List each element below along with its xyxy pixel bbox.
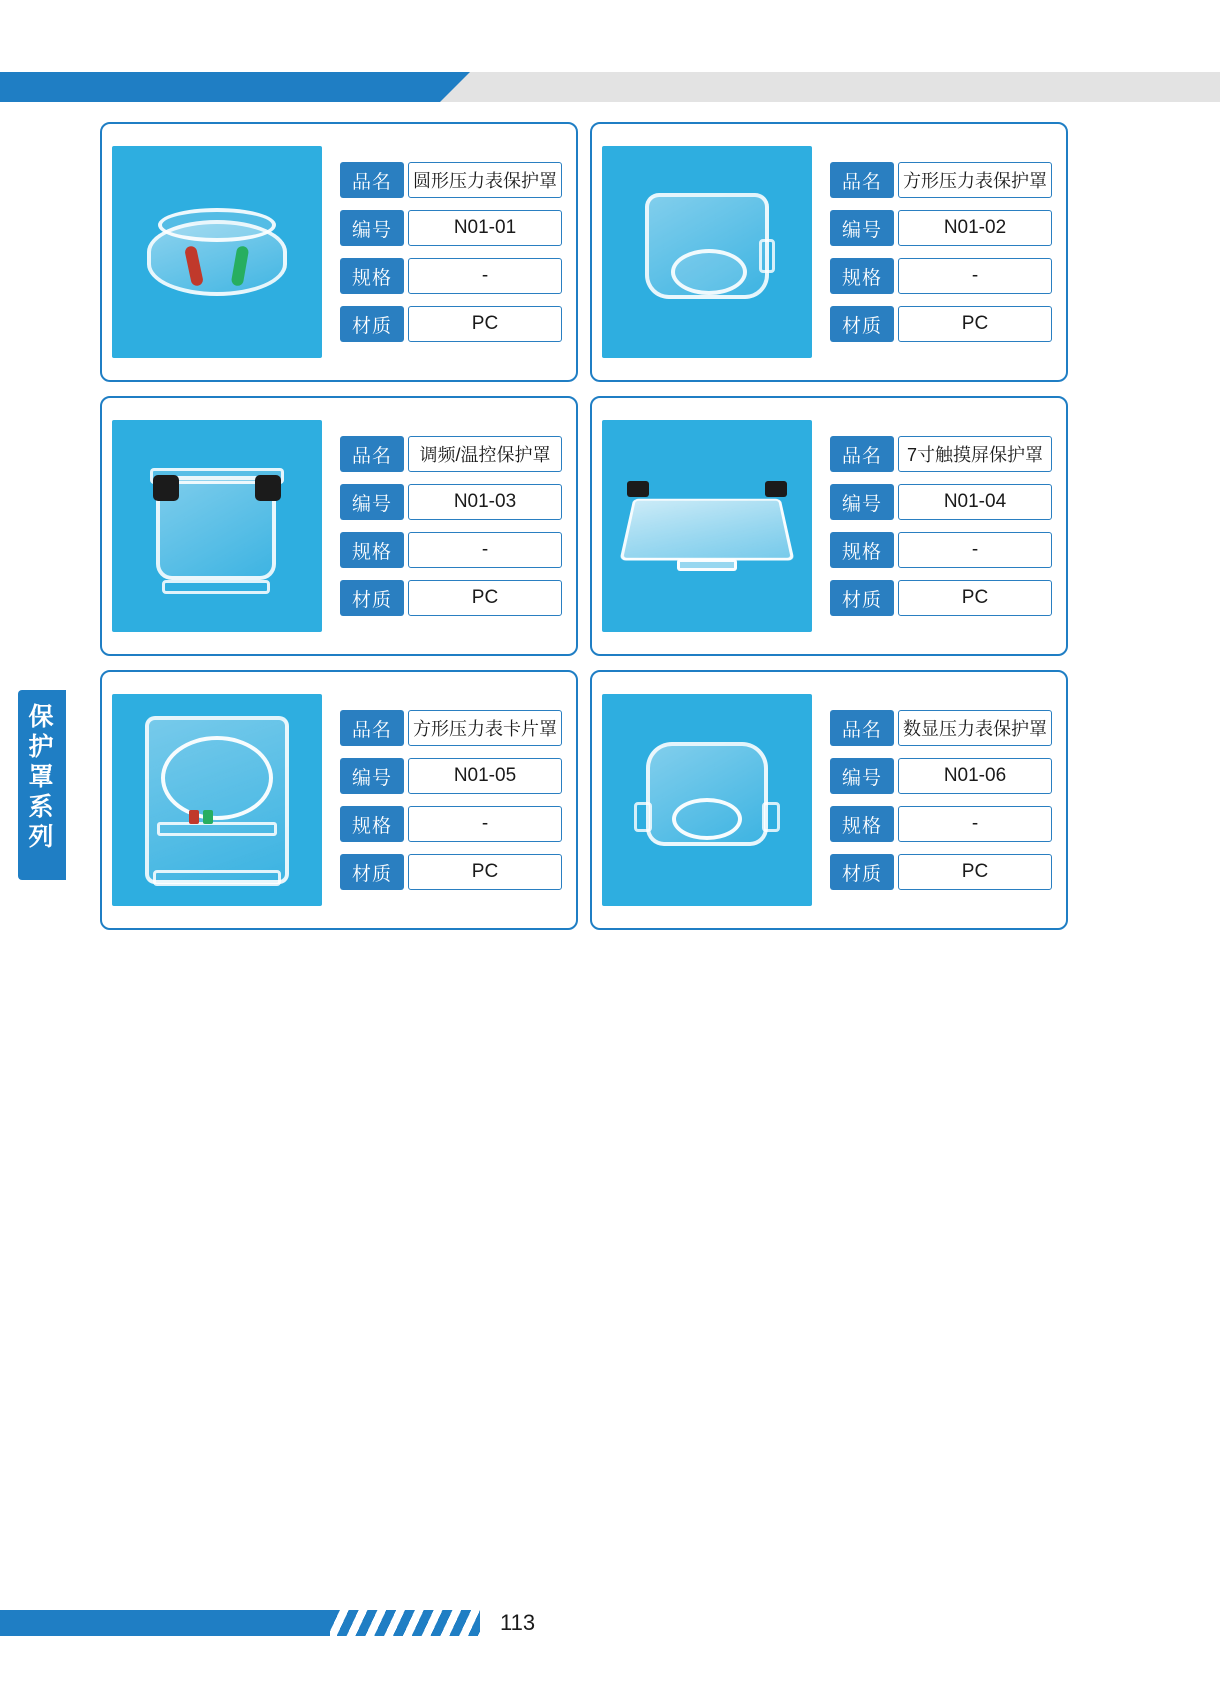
spec-key-code: 编号 xyxy=(830,210,894,246)
spec-row-name xyxy=(340,162,562,198)
spec-value-code: N01-01 xyxy=(408,210,562,246)
spec-row-code xyxy=(340,758,562,794)
spec-key-material: 材质 xyxy=(340,854,404,890)
series-side-tab-label: 保护罩系列 xyxy=(28,703,56,851)
spec-value-code: N01-03 xyxy=(408,484,562,520)
spec-key-material: 材质 xyxy=(340,306,404,342)
product-illustration xyxy=(632,736,782,864)
product-spec-table xyxy=(322,162,566,342)
spec-row-code xyxy=(340,210,562,246)
footer-blue-bar xyxy=(0,1610,340,1636)
spec-key-name: 品名 xyxy=(340,162,404,198)
spec-value-material: PC xyxy=(898,580,1052,616)
digital-gauge-cover-photo xyxy=(602,694,812,906)
spec-row-material xyxy=(830,580,1052,616)
spec-row-name xyxy=(340,436,562,472)
product-row xyxy=(100,670,1120,930)
page-number: 113 xyxy=(500,1610,536,1635)
spec-key-name: 品名 xyxy=(830,710,894,746)
spec-value-name: 圆形压力表保护罩 xyxy=(408,162,562,198)
spec-row-code xyxy=(340,484,562,520)
spec-key-spec: 规格 xyxy=(340,806,404,842)
spec-value-material: PC xyxy=(898,306,1052,342)
spec-value-material: PC xyxy=(408,306,562,342)
spec-row-material xyxy=(340,854,562,890)
touchscreen-cover-photo xyxy=(602,420,812,632)
round-gauge-cover-photo xyxy=(112,146,322,358)
square-gauge-cover-photo xyxy=(602,146,812,358)
spec-value-code: N01-04 xyxy=(898,484,1052,520)
product-card[interactable] xyxy=(590,122,1068,382)
spec-row-name xyxy=(830,162,1052,198)
spec-value-name: 方形压力表保护罩 xyxy=(898,162,1052,198)
page-footer xyxy=(0,1610,1220,1636)
spec-value-spec: - xyxy=(408,806,562,842)
product-illustration xyxy=(142,202,292,302)
product-spec-table xyxy=(812,710,1056,890)
spec-key-name: 品名 xyxy=(830,162,894,198)
spec-row-name xyxy=(830,436,1052,472)
spec-value-spec: - xyxy=(898,258,1052,294)
product-illustration xyxy=(142,456,292,596)
spec-row-material xyxy=(830,854,1052,890)
spec-value-spec: - xyxy=(898,532,1052,568)
spec-key-code: 编号 xyxy=(830,484,894,520)
product-illustration xyxy=(137,710,297,890)
spec-key-code: 编号 xyxy=(830,758,894,794)
spec-row-spec xyxy=(340,806,562,842)
spec-value-spec: - xyxy=(898,806,1052,842)
product-illustration xyxy=(637,187,777,317)
spec-row-material xyxy=(830,306,1052,342)
product-grid xyxy=(100,122,1120,944)
product-card[interactable] xyxy=(590,670,1068,930)
header-blue-bar xyxy=(0,72,430,102)
spec-key-code: 编号 xyxy=(340,210,404,246)
spec-value-code: N01-05 xyxy=(408,758,562,794)
spec-key-name: 品名 xyxy=(340,436,404,472)
series-side-tab xyxy=(18,690,66,880)
spec-value-code: N01-06 xyxy=(898,758,1052,794)
spec-value-material: PC xyxy=(408,580,562,616)
spec-key-spec: 规格 xyxy=(830,258,894,294)
spec-value-spec: - xyxy=(408,258,562,294)
spec-row-spec xyxy=(830,532,1052,568)
spec-key-code: 编号 xyxy=(340,758,404,794)
spec-value-name: 7寸触摸屏保护罩 xyxy=(898,436,1052,472)
spec-row-material xyxy=(340,306,562,342)
product-spec-table xyxy=(812,436,1056,616)
spec-value-code: N01-02 xyxy=(898,210,1052,246)
spec-row-material xyxy=(340,580,562,616)
spec-key-spec: 规格 xyxy=(830,806,894,842)
spec-row-spec xyxy=(340,258,562,294)
spec-key-spec: 规格 xyxy=(340,532,404,568)
spec-key-name: 品名 xyxy=(340,710,404,746)
product-card[interactable] xyxy=(590,396,1068,656)
spec-key-material: 材质 xyxy=(830,306,894,342)
spec-row-name xyxy=(340,710,562,746)
spec-row-name xyxy=(830,710,1052,746)
frequency-temperature-cover-photo xyxy=(112,420,322,632)
spec-key-code: 编号 xyxy=(340,484,404,520)
spec-value-name: 数显压力表保护罩 xyxy=(898,710,1052,746)
spec-row-spec xyxy=(830,806,1052,842)
spec-value-spec: - xyxy=(408,532,562,568)
spec-key-name: 品名 xyxy=(830,436,894,472)
product-card[interactable] xyxy=(100,670,578,930)
spec-row-code xyxy=(830,484,1052,520)
spec-value-name: 调频/温控保护罩 xyxy=(408,436,562,472)
product-spec-table xyxy=(322,436,566,616)
footer-hatch-pattern xyxy=(330,1610,480,1636)
square-gauge-card-cover-photo xyxy=(112,694,322,906)
spec-row-code xyxy=(830,758,1052,794)
product-row xyxy=(100,396,1120,656)
product-card[interactable] xyxy=(100,396,578,656)
product-card[interactable] xyxy=(100,122,578,382)
spec-row-spec xyxy=(340,532,562,568)
product-illustration xyxy=(621,471,793,581)
product-spec-table xyxy=(812,162,1056,342)
spec-value-material: PC xyxy=(408,854,562,890)
spec-row-spec xyxy=(830,258,1052,294)
spec-key-material: 材质 xyxy=(340,580,404,616)
spec-key-spec: 规格 xyxy=(340,258,404,294)
product-spec-table xyxy=(322,710,566,890)
spec-key-material: 材质 xyxy=(830,854,894,890)
spec-key-material: 材质 xyxy=(830,580,894,616)
product-row xyxy=(100,122,1120,382)
spec-value-name: 方形压力表卡片罩 xyxy=(408,710,562,746)
spec-value-material: PC xyxy=(898,854,1052,890)
spec-row-code xyxy=(830,210,1052,246)
spec-key-spec: 规格 xyxy=(830,532,894,568)
page-header-band xyxy=(0,72,1220,102)
